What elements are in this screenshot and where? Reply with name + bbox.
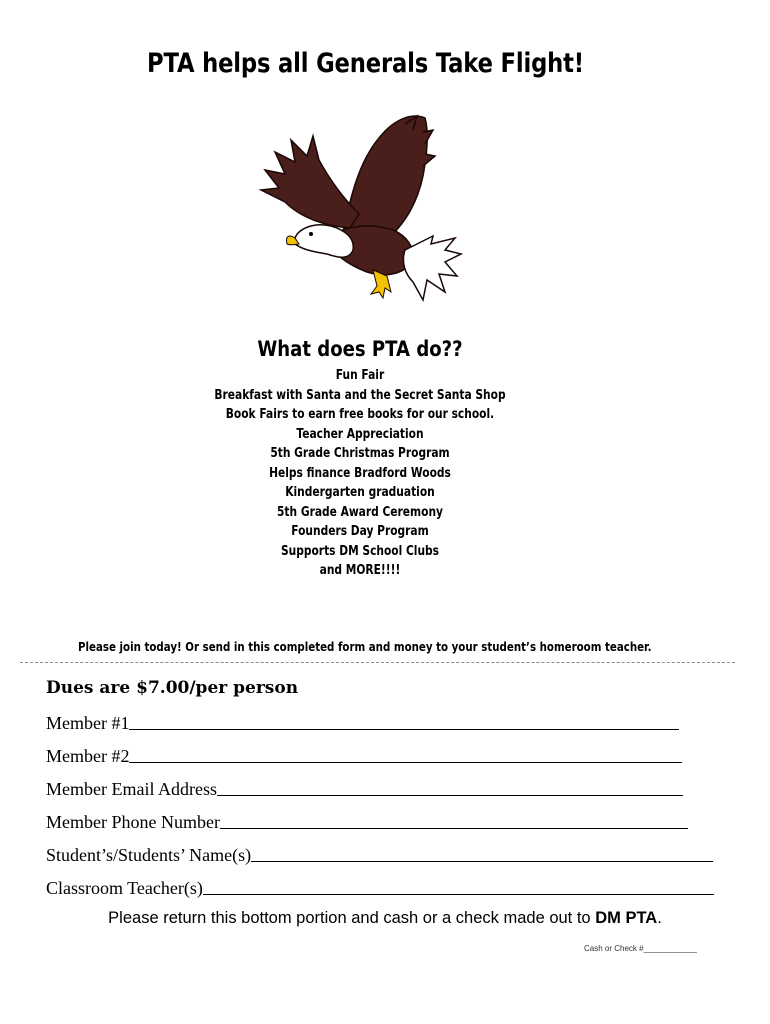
list-item: Helps finance Bradford Woods: [269, 465, 451, 481]
return-text: Please return this bottom portion and cash or a check made out to: [108, 909, 596, 927]
list-item: 5th Grade Award Ceremony: [277, 504, 443, 520]
teacher-field[interactable]: [46, 875, 714, 899]
return-end: .: [657, 909, 662, 927]
blank-line[interactable]: [129, 762, 682, 763]
dues-heading: Dues are $7.00/per person: [46, 678, 299, 698]
payment-note: Cash or Check #____________: [584, 944, 697, 953]
field-label: Member Email Address: [46, 779, 217, 799]
member-1-field[interactable]: [46, 710, 679, 734]
section-heading: What does PTA do??: [257, 337, 463, 361]
field-label: Classroom Teacher(s): [46, 878, 203, 898]
blank-line[interactable]: [129, 729, 679, 730]
return-instructions: [0, 909, 770, 928]
list-item: 5th Grade Christmas Program: [270, 446, 450, 461]
blank-line[interactable]: [203, 894, 714, 895]
field-label: Member #2: [46, 746, 130, 766]
list-item: Founders Day Program: [291, 524, 429, 539]
field-label: Member Phone Number: [46, 812, 220, 832]
cut-line-divider: [20, 662, 735, 663]
list-item: Breakfast with Santa and the Secret Santa Shop: [214, 387, 506, 403]
join-instructions: Please join today! Or send in this completed form and money to your student’s homeroom teacher.: [78, 639, 652, 654]
payee-name: DM PTA: [595, 909, 658, 927]
blank-line[interactable]: [251, 861, 713, 862]
email-field[interactable]: [46, 776, 683, 800]
list-item: Fun Fair: [335, 368, 385, 383]
list-item: Book Fairs to earn free books for our school.: [225, 407, 495, 422]
field-label: Member #1: [46, 713, 130, 733]
student-name-field[interactable]: [46, 842, 713, 866]
phone-field[interactable]: [46, 809, 688, 833]
field-label: Student’s/Students’ Name(s): [46, 845, 252, 865]
page-title: PTA helps all Generals Take Flight!: [147, 48, 584, 79]
list-item: Supports DM School Clubs: [280, 543, 440, 559]
blank-line[interactable]: [220, 828, 688, 829]
list-item: Kindergarten graduation: [285, 485, 435, 500]
list-item: Teacher Appreciation: [296, 426, 424, 442]
member-2-field[interactable]: [46, 743, 682, 767]
list-item: and MORE!!!!: [319, 563, 401, 578]
blank-line[interactable]: [217, 795, 683, 796]
activity-list: [0, 366, 720, 581]
eagle-icon: [255, 110, 465, 310]
